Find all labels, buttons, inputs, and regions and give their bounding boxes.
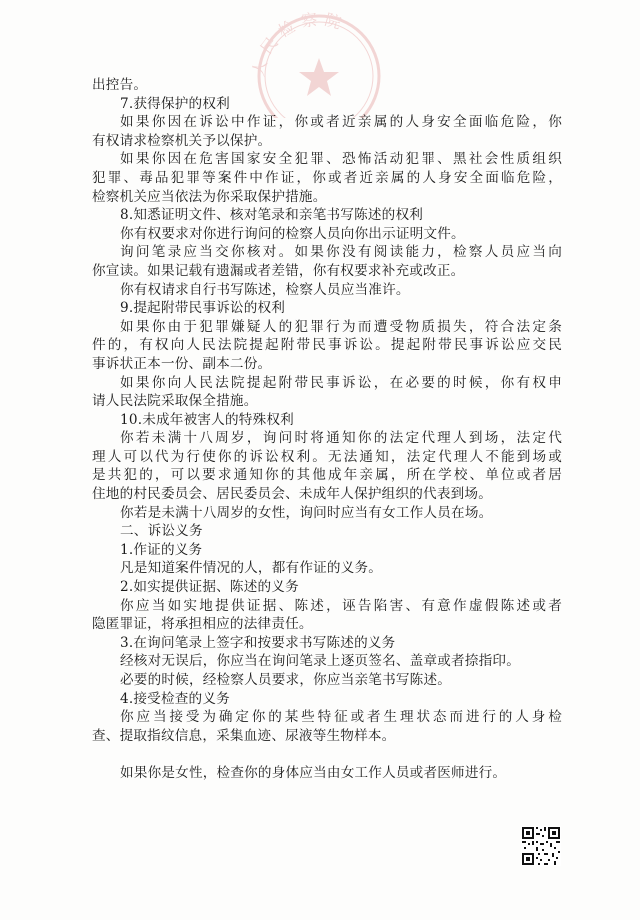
text-line: 如果你因在危害国家安全犯罪、恐怖活动犯罪、黑社会性质组织 bbox=[120, 151, 562, 168]
text-line: 经核对无误后，你应当在询问笔录上逐页签名、盖章或者捺指印。 bbox=[120, 653, 521, 670]
text-line: 出控告。 bbox=[92, 77, 148, 93]
text-line: 询问笔录应当交你核对。如果你没有阅读能力，检察人员应当向 bbox=[120, 244, 562, 261]
document-body bbox=[92, 76, 562, 783]
text-line: 查、提取指纹信息，采集血迹、尿液等生物样本。 bbox=[92, 727, 396, 744]
text-line: 检察机关应当依法为你采取保护措施。 bbox=[92, 188, 327, 205]
text-line: 必要的时候，经检察人员要求，你应当亲笔书写陈述。 bbox=[120, 672, 452, 688]
text-line: 如果你是女性，检查你的身体应当由女工作人员或者医师进行。 bbox=[120, 764, 507, 781]
qr-code-icon bbox=[521, 826, 561, 866]
text-line: 3.在询问笔录上签字和按要求书写陈述的义务 bbox=[120, 634, 396, 651]
text-line: 10.未成年被害人的特殊权利 bbox=[120, 411, 294, 428]
text-line: 凡是知道案件情况的人，都有作证的义务。 bbox=[120, 560, 383, 577]
text-line: 4.接受检查的义务 bbox=[120, 690, 230, 707]
text-line: 是共犯的，可以要求通知你的其他成年亲属，所在学校、单位或者居 bbox=[92, 467, 562, 484]
text-line: 8.知悉证明文件、核对笔录和亲笔书写陈述的权利 bbox=[120, 207, 424, 224]
text-line: 1.作证的义务 bbox=[120, 541, 203, 558]
text-line: 你若未满十八周岁，询问时将通知你的法定代理人到场，法定代 bbox=[120, 430, 562, 447]
text-line: 如果你因在诉讼中作证，你或者近亲属的人身安全面临危险，你 bbox=[120, 114, 562, 131]
text-line: 犯罪、毒品犯罪等案件中作证，你或者近亲属的人身安全面临危险， bbox=[92, 169, 562, 186]
blank-line bbox=[92, 745, 562, 764]
text-line: 9.提起附带民事诉讼的权利 bbox=[120, 300, 286, 317]
text-line: 你应当如实地提供证据、陈述，诬告陷害、有意作虚假陈述或者 bbox=[120, 597, 562, 614]
text-line: 你有权请求自行书写陈述，检察人员应当准许。 bbox=[120, 281, 410, 298]
text-line: 如果你由于犯罪嫌疑人的犯罪行为而遭受物质损失，符合法定条 bbox=[120, 318, 562, 335]
text-line: 二、诉讼义务 bbox=[120, 523, 203, 540]
text-line: 隐匿罪证，将承担相应的法律责任。 bbox=[92, 616, 313, 633]
text-line: 你应当接受为确定你的某些特征或者生理状态而进行的人身检 bbox=[120, 709, 562, 726]
text-line: 你宣读。如果记载有遗漏或者差错，你有权要求补充或改正。 bbox=[92, 262, 465, 279]
svg-text:人民检察院: 人民检察院 bbox=[248, 9, 350, 79]
text-line: 有权请求检察机关予以保护。 bbox=[92, 132, 272, 149]
text-line: 7.获得保护的权利 bbox=[120, 95, 230, 112]
text-line: 事诉状正本一份、副本二份。 bbox=[92, 355, 272, 372]
text-line: 如果你向人民法院提起附带民事诉讼，在必要的时候，你有权申 bbox=[120, 374, 562, 391]
text-line: 你若是未满十八周岁的女性，询问时应当有女工作人员在场。 bbox=[120, 504, 493, 521]
text-line: 住地的村民委员会、居民委员会、未成年人保护组织的代表到场。 bbox=[92, 486, 493, 503]
text-line: 件的，有权向人民法院提起附带民事诉讼。提起附带民事诉讼应交民 bbox=[92, 337, 562, 354]
text-line: 你有权要求对你进行询问的检察人员向你出示证明文件。 bbox=[120, 225, 465, 242]
text-line: 2.如实提供证据、陈述的义务 bbox=[120, 579, 299, 596]
text-line: 请人民法院采取保全措施。 bbox=[92, 393, 258, 410]
text-line: 理人可以代为行使你的诉讼权利。无法通知，法定代理人不能到场或 bbox=[92, 448, 562, 465]
